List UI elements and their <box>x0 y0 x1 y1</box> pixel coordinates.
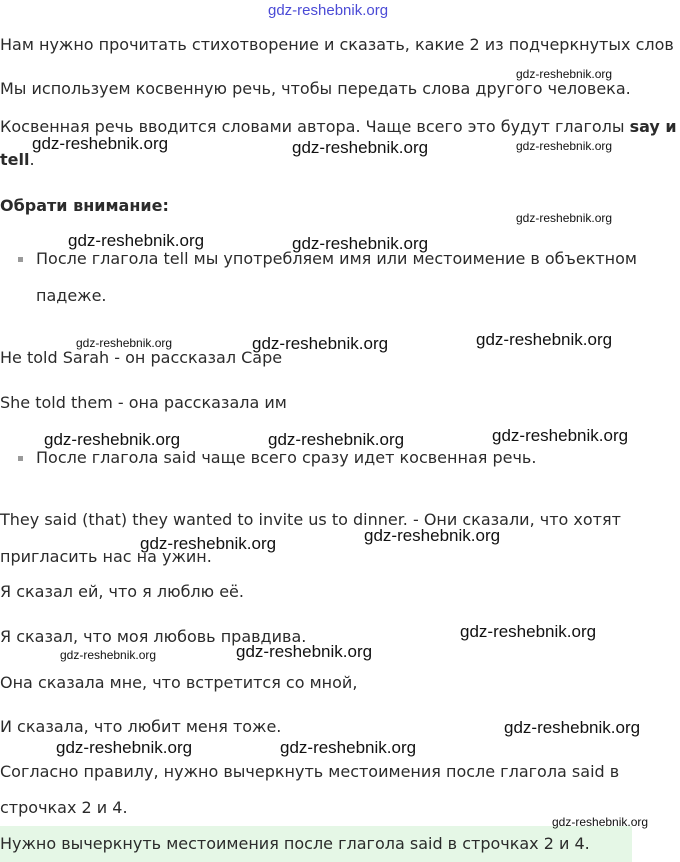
bullet-2: После глагола said чаще всего сразу идет косвенная речь. <box>36 448 537 467</box>
watermark: gdz-reshebnik.org <box>56 738 193 757</box>
watermark: gdz-reshebnik.org <box>516 139 613 153</box>
bullet-dot <box>18 257 23 262</box>
conclusion-line-1: Согласно правилу, нужно вычеркнуть местоимения после глагола said в <box>0 762 620 781</box>
intro-text: Нам нужно прочитать стихотворение и сказать, какие 2 из подчеркнутых слов <box>0 35 674 54</box>
watermark: gdz-reshebnik.org <box>552 815 649 829</box>
watermark: gdz-reshebnik.org <box>252 334 389 353</box>
example-2: She told them - она рассказала им <box>0 393 287 412</box>
bullet-dot <box>18 456 23 461</box>
keyword-tell: tell <box>0 150 30 169</box>
period: . <box>29 150 35 169</box>
watermark: gdz-reshebnik.org <box>292 234 429 253</box>
watermark: gdz-reshebnik.org <box>504 718 641 737</box>
poem-line-3: Она сказала мне, что встретится со мной, <box>0 673 358 692</box>
watermark: gdz-reshebnik.org <box>32 134 169 153</box>
poem-line-2: Я сказал, что моя любовь правдива. <box>0 627 307 646</box>
keyword-say: say и <box>629 117 677 136</box>
watermark: gdz-reshebnik.org <box>364 526 501 545</box>
watermark: gdz-reshebnik.org <box>140 534 277 553</box>
watermark: gdz-reshebnik.org <box>44 430 181 449</box>
explanation-paragraph-1: Мы используем косвенную речь, чтобы передать слова другого человека. <box>0 79 631 98</box>
watermark: gdz-reshebnik.org <box>292 138 429 157</box>
watermark: gdz-reshebnik.org <box>68 231 205 250</box>
answer-text: Нужно вычеркнуть местоимения после глагола said в строчках 2 и 4. <box>0 834 590 853</box>
bullet-1-line-2: падеже. <box>36 286 107 305</box>
poem-line-4: И сказала, что любит меня тоже. <box>0 717 282 736</box>
watermark-top: gdz-reshebnik.org <box>268 2 389 19</box>
watermark: gdz-reshebnik.org <box>460 622 597 641</box>
example-3-line-2: пригласить нас на ужин. <box>0 547 212 566</box>
watermark: gdz-reshebnik.org <box>492 426 629 445</box>
explanation-text: Косвенная речь вводится словами автора. Чаще всего это будут глаголы <box>0 117 630 136</box>
watermark: gdz-reshebnik.org <box>236 642 373 661</box>
watermark: gdz-reshebnik.org <box>60 648 157 662</box>
poem-line-1: Я сказал ей, что я люблю её. <box>0 582 244 601</box>
watermark: gdz-reshebnik.org <box>516 211 613 225</box>
watermark: gdz-reshebnik.org <box>516 67 613 81</box>
watermark: gdz-reshebnik.org <box>280 738 417 757</box>
bullet-1-line-1: После глагола tell мы употребляем имя или местоимение в объектном <box>36 249 637 268</box>
watermark: gdz-reshebnik.org <box>76 336 173 350</box>
watermark: gdz-reshebnik.org <box>268 430 405 449</box>
example-3-line-1: They said (that) they wanted to invite us to dinner. - Они сказали, что хотят <box>0 510 621 529</box>
note-heading: Обрати внимание: <box>0 196 169 215</box>
watermark: gdz-reshebnik.org <box>476 330 613 349</box>
example-1: He told Sarah - он рассказал Саре <box>0 348 283 367</box>
explanation-paragraph-2-cont <box>0 150 35 170</box>
conclusion-line-2: строчках 2 и 4. <box>0 798 128 817</box>
